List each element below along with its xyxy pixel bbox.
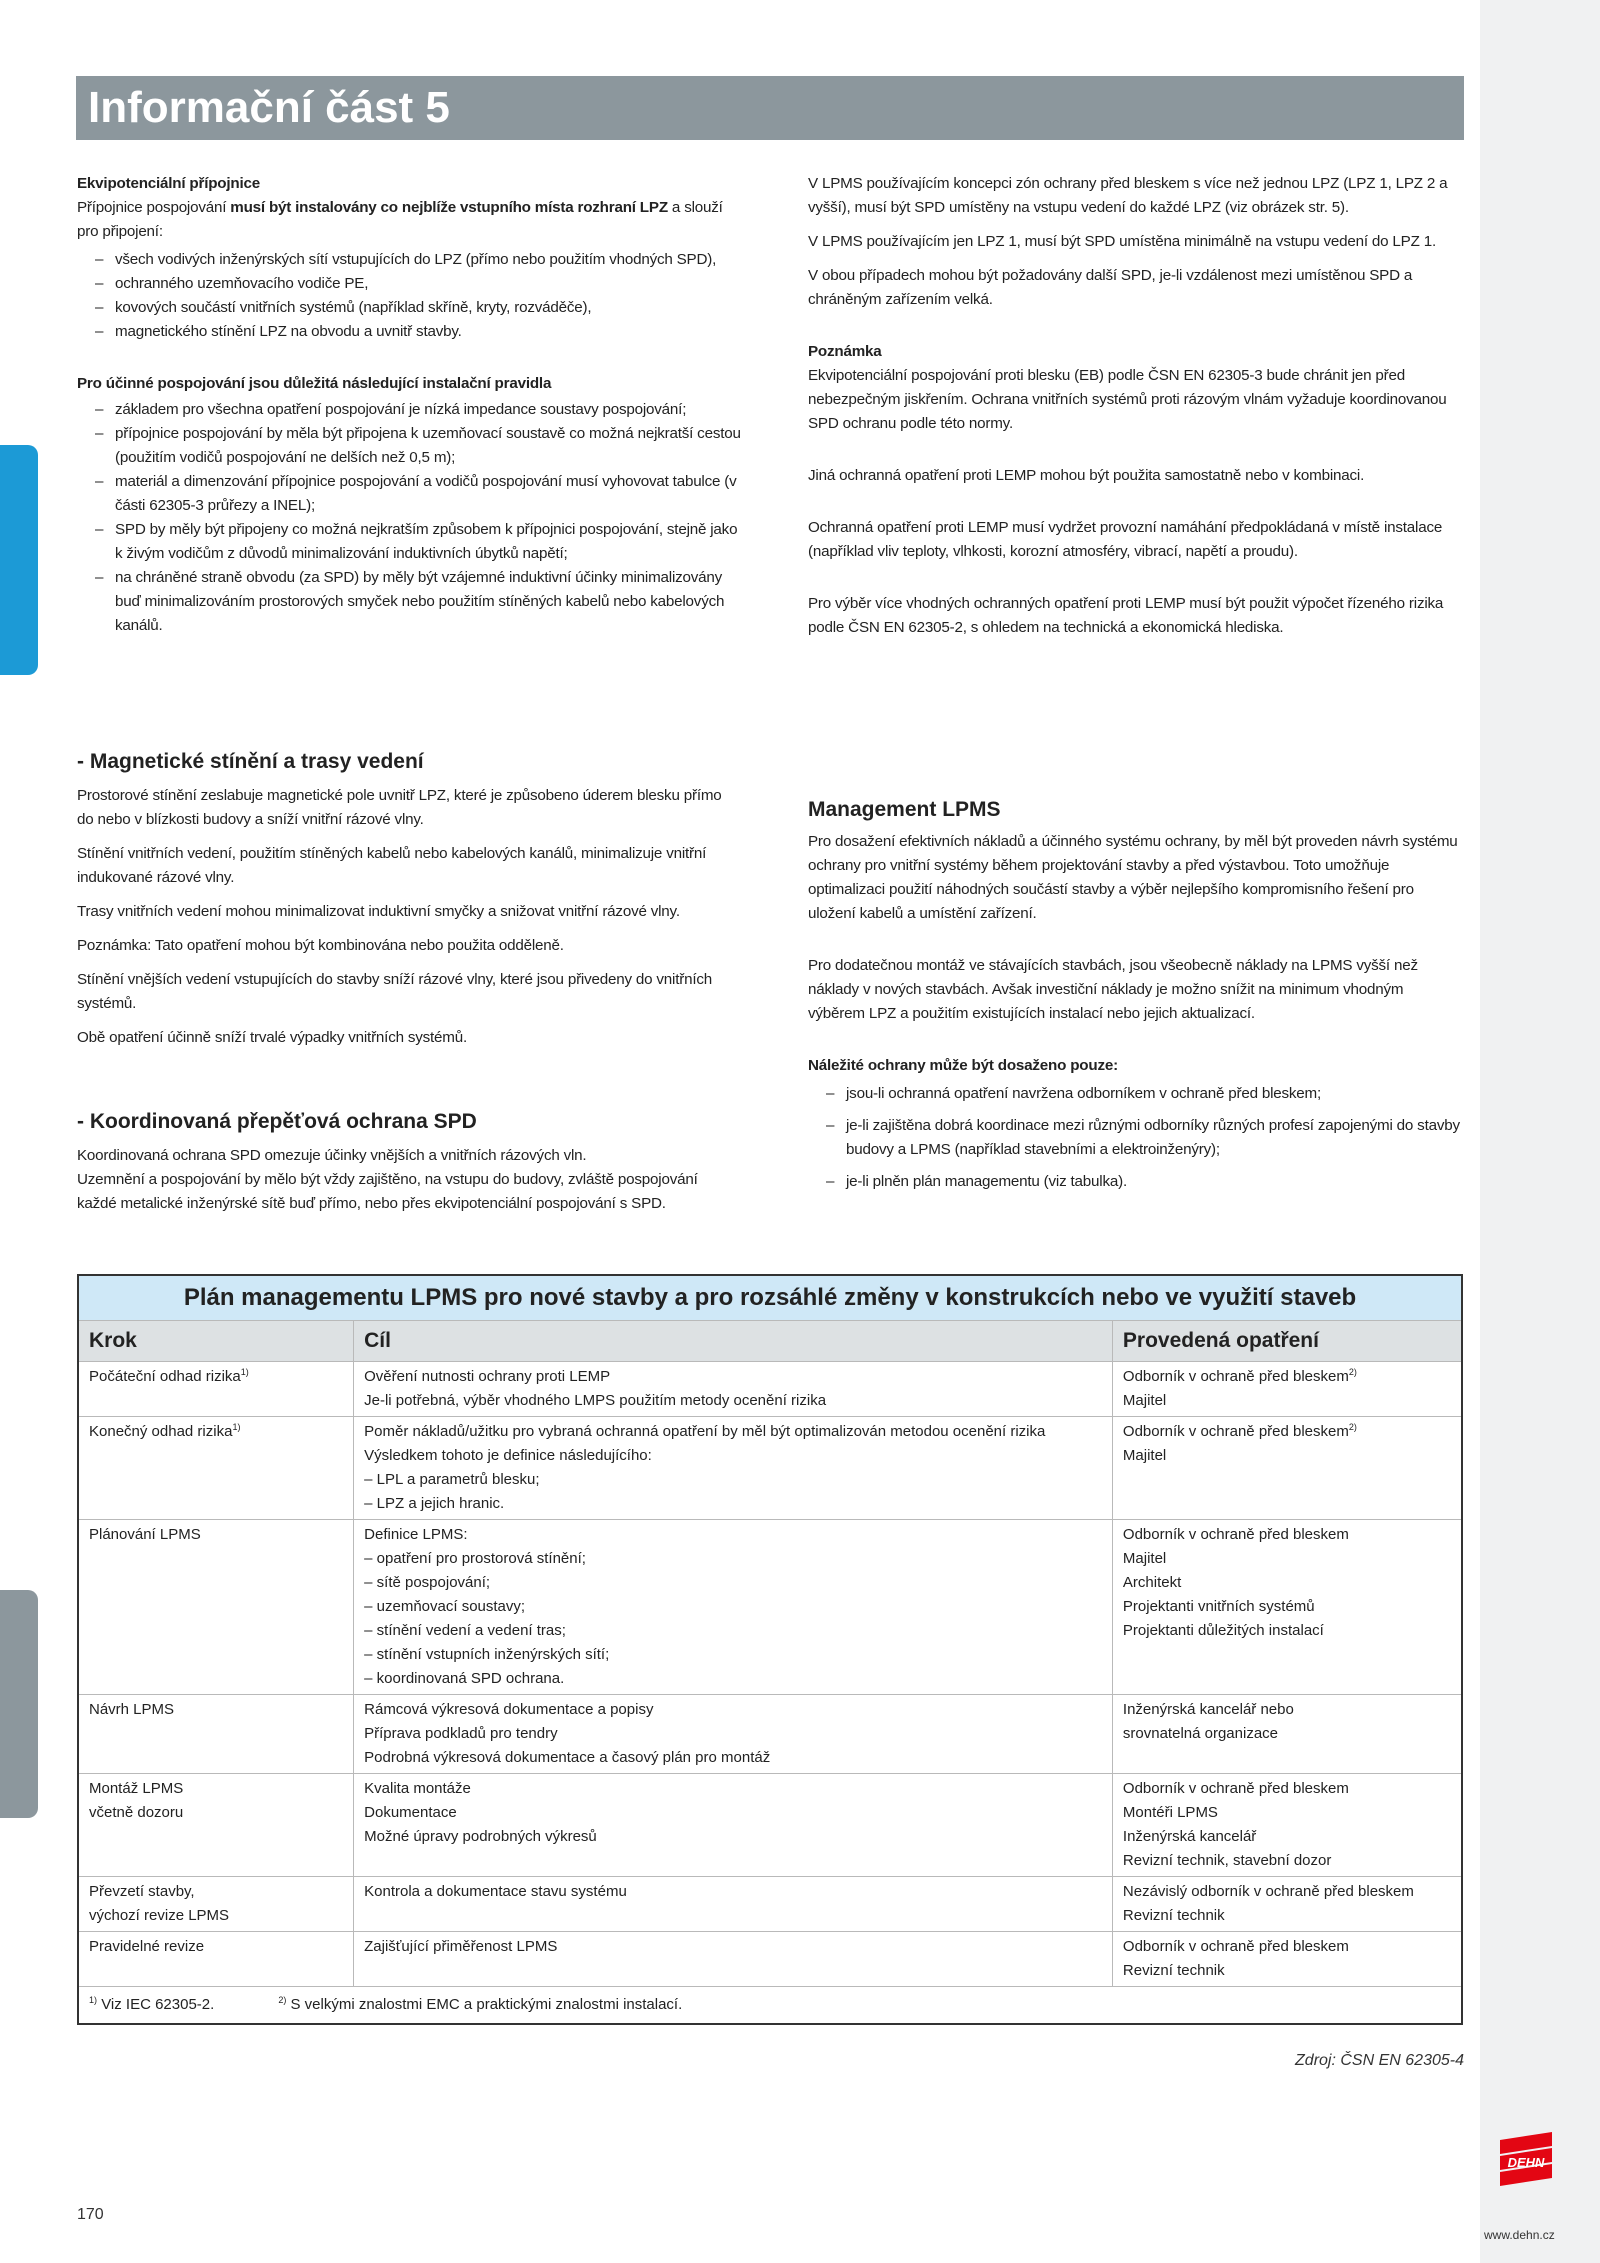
paragraph: V obou případech mohou být požadovány další SPD, je-li vzdálenost mezi umístěnou SPD a chráněným zařízením velká. xyxy=(808,267,1413,308)
list-item: – ochranného uzemňovacího vodiče PE, xyxy=(77,272,741,296)
cell-line: – sítě pospojování; xyxy=(364,1574,491,1591)
cell-goal xyxy=(354,1362,1113,1417)
equipotential-heading: Ekvipotenciální přípojnice xyxy=(77,175,260,192)
cell-line: Inženýrská kancelář xyxy=(1122,1828,1257,1845)
cell-line: Možné úpravy podrobných výkresů xyxy=(364,1828,597,1845)
paragraph: Pro výběr více vhodných ochranných opatření proti LEMP musí být použit výpočet řízeného rizika podle ČSN EN 62305-2, s ohledem na technická a ekonomická hlediska. xyxy=(808,595,1444,636)
cell-line: Rámcová výkresová dokumentace a popisy xyxy=(364,1701,654,1718)
table-header-row xyxy=(78,1321,1462,1362)
management-list-heading: Náležité ochrany může být dosaženo pouze: xyxy=(808,1057,1118,1074)
footnote-2: S velkými znalostmi EMC a praktickými znalostmi instalací. xyxy=(290,1996,683,2013)
cell-line: Montéři LPMS xyxy=(1122,1804,1218,1821)
cell-line: Odborník v ochraně před bleskem xyxy=(1122,1526,1349,1543)
column-header-measures: Provedená opatření xyxy=(1112,1321,1462,1362)
cell-step xyxy=(78,1774,354,1877)
cell-line: Konečný odhad rizika$^{1)}$ xyxy=(89,1422,241,1440)
cell-line: Podrobná výkresová dokumentace a časový plán pro montáž xyxy=(364,1749,771,1766)
cell-line: Revizní technik xyxy=(1122,1907,1225,1924)
table-row xyxy=(78,1774,1462,1877)
paragraph: Pro dosažení efektivních nákladů a účinného systému ochrany, by měl být proveden návrh systému ochrany pro vnitřní systémy během projektování stavby a před výstavbou. Toto umožňuje optimalizaci použití náhodných součástí stavby a výběr nejlepšího kompromisního řešení pro uložení kabelů a umístění zařízení. xyxy=(808,833,1458,922)
table-row xyxy=(78,1932,1462,1987)
cell-step xyxy=(78,1695,354,1774)
coordinated-section xyxy=(77,1144,741,1216)
cell-line: Příprava podkladů pro tendry xyxy=(364,1725,558,1742)
paragraph: Koordinovaná ochrana SPD omezuje účinky vnějších a vnitřních rázových vln. xyxy=(77,1147,587,1164)
cell-line: srovnatelná organizace xyxy=(1122,1725,1279,1742)
cell-line: – opatření pro prostorová stínění; xyxy=(364,1550,586,1567)
paragraph: Poznámka: Tato opatření mohou být kombinována nebo použita odděleně. xyxy=(77,937,564,954)
cell-measures xyxy=(1112,1774,1462,1877)
cell-step xyxy=(78,1362,354,1417)
cell-line: Počáteční odhad rizika$^{1)}$ xyxy=(89,1367,249,1385)
note-heading: Poznámka xyxy=(808,343,882,360)
page-number: 170 xyxy=(77,2206,104,2223)
cell-line: Revizní technik, stavební dozor xyxy=(1122,1852,1332,1869)
footnote-mark: 2) xyxy=(1348,1422,1357,1432)
footnote-mark: 2) xyxy=(278,1995,287,2005)
cell-goal xyxy=(354,1932,1113,1987)
list-item: – je-li plněn plán managementu (viz tabulka). xyxy=(808,1170,1464,1194)
cell-measures xyxy=(1112,1362,1462,1417)
table-footnote-row xyxy=(78,1987,1462,2025)
equipotential-intro: Přípojnice pospojování musí být instalovány co nejblíže vstupního místa rozhraní LPZ a slouží pro připojení: xyxy=(77,199,723,240)
cell-line: Návrh LPMS xyxy=(89,1701,175,1718)
footnote-mark: 2) xyxy=(1348,1367,1357,1377)
cell-line: – koordinovaná SPD ochrana. xyxy=(364,1670,565,1687)
table-row xyxy=(78,1417,1462,1520)
cell-goal xyxy=(354,1695,1113,1774)
section-tab-blue xyxy=(0,445,38,675)
magnetic-heading: - Magnetické stínění a trasy vedení xyxy=(77,750,424,773)
management-section xyxy=(808,830,1464,1194)
dehn-logo xyxy=(1496,2132,1556,2190)
paragraph: Ochranná opatření proti LEMP musí vydržet provozní namáhání předpokládaná v místě instalace (například vliv teploty, vlhkosti, korozní atmosféry, vibrací, napětí a proudu). xyxy=(808,519,1443,560)
cell-step xyxy=(78,1932,354,1987)
list-item: – přípojnice pospojování by měla být připojena k uzemňovací soustavě co možná nejkratší cestou (použitím vodičů pospojování ne delších než 0,5 m); xyxy=(77,422,741,470)
footnote-mark: 1) xyxy=(232,1422,241,1432)
cell-line: Plánování LPMS xyxy=(89,1526,201,1543)
cell-line: Poměr nákladů/užitku pro vybraná ochranná opatření by měl být optimalizován metodou ocenění rizika xyxy=(364,1423,1046,1440)
cell-line: Nezávislý odborník v ochraně před bleskem xyxy=(1122,1883,1414,1900)
note-text: Ekvipotenciální pospojování proti blesku (EB) podle ČSN EN 62305-3 bude chránit jen před nebezpečným jiskřením. Ochrana vnitřních systémů proti rázovým vlnám vyžaduje koordinovanou SPD ochranu podle této normy. xyxy=(808,367,1447,432)
paragraph: Stínění vnějších vedení vstupujících do stavby sníží rázové vlny, které jsou přivedeny do vnitřních systémů. xyxy=(77,971,713,1012)
cell-line: Inženýrská kancelář nebo xyxy=(1122,1701,1294,1718)
paragraph: Jiná ochranná opatření proti LEMP mohou být použita samostatně nebo v kombinaci. xyxy=(808,467,1365,484)
cell-line: včetně dozoru xyxy=(89,1804,184,1821)
column-header-step: Krok xyxy=(78,1321,354,1362)
paragraph: Prostorové stínění zeslabuje magnetické pole uvnitř LPZ, které je způsobeno úderem blesku přímo do nebo v blízkosti budovy a sníží vnitřní rázové vlny. xyxy=(77,787,722,828)
source-note: Zdroj: ČSN EN 62305-4 xyxy=(1295,2052,1464,2069)
cell-line: Architekt xyxy=(1122,1574,1182,1591)
list-item: – základem pro všechna opatření pospojování je nízká impedance soustavy pospojování; xyxy=(77,398,741,422)
paragraph: Trasy vnitřních vedení mohou minimalizovat induktivní smyčky a snižovat vnitřní rázové vlny. xyxy=(77,903,680,920)
cell-line: Kvalita montáže xyxy=(364,1780,471,1797)
cell-line: Projektanti vnitřních systémů xyxy=(1122,1598,1315,1615)
table-row xyxy=(78,1362,1462,1417)
cell-step xyxy=(78,1877,354,1932)
cell-line: Kontrola a dokumentace stavu systému xyxy=(364,1883,627,1900)
rules-heading: Pro účinné pospojování jsou důležitá následující instalační pravidla xyxy=(77,375,552,392)
paragraph: V LPMS používajícím jen LPZ 1, musí být SPD umístěna minimálně na vstupu vedení do LPZ 1. xyxy=(808,233,1436,250)
cell-goal xyxy=(354,1774,1113,1877)
paragraph: Stínění vnitřních vedení, použitím stíněných kabelů nebo kabelových kanálů, minimalizuje vnitřní indukované rázové vlny. xyxy=(77,845,707,886)
list-item: – na chráněné straně obvodu (za SPD) by měly být vzájemné induktivní účinky minimalizovány buď minimalizováním prostorových smyček nebo použitím stíněných kabelů nebo kabelových kanálů. xyxy=(77,566,741,638)
cell-line: Odborník v ochraně před bleskem xyxy=(1122,1938,1349,1955)
table-row xyxy=(78,1695,1462,1774)
cell-step xyxy=(78,1417,354,1520)
lpms-spd-section xyxy=(808,172,1464,640)
cell-step xyxy=(78,1520,354,1695)
list-item: – SPD by měly být připojeny co možná nejkratším způsobem k přípojnici pospojování, stejně jako k živým vodičům z důvodů minimalizování induktivních úbytků napětí; xyxy=(77,518,741,566)
cell-measures xyxy=(1112,1932,1462,1987)
coordinated-heading: - Koordinovaná přepěťová ochrana SPD xyxy=(77,1110,477,1133)
cell-line: Revizní technik xyxy=(1122,1962,1225,1979)
cell-line: Pravidelné revize xyxy=(89,1938,205,1955)
cell-line: Ověření nutnosti ochrany proti LEMP xyxy=(364,1368,611,1385)
logo-text: DEHN xyxy=(1507,2155,1545,2170)
cell-line: Odborník v ochraně před bleskem xyxy=(1122,1780,1349,1797)
cell-line: – LPL a parametrů blesku; xyxy=(364,1471,540,1488)
equipotential-section xyxy=(77,172,741,638)
list-item: – je-li zajištěna dobrá koordinace mezi různými odborníky různých profesí zapojenými do stavby budovy a LPMS (například stavebními a elektroinženýry); xyxy=(808,1114,1464,1162)
management-heading: Management LPMS xyxy=(808,798,1001,821)
cell-goal xyxy=(354,1520,1113,1695)
connection-list xyxy=(77,248,741,344)
list-item: – materiál a dimenzování přípojnice pospojování a vodičů pospojování musí vyhovovat tabulce (v části 62305-3 průřezy a INEL); xyxy=(77,470,741,518)
cell-measures xyxy=(1112,1695,1462,1774)
cell-line: Majitel xyxy=(1122,1550,1167,1567)
cell-line: Projektanti důležitých instalací xyxy=(1122,1622,1324,1639)
footnote-1: Viz IEC 62305-2. xyxy=(101,1996,215,2013)
cell-line: Převzetí stavby, xyxy=(89,1883,195,1900)
cell-line: Montáž LPMS xyxy=(89,1780,184,1797)
cell-line: Je-li potřebná, výběr vhodného LMPS použitím metody ocenění rizika xyxy=(364,1392,827,1409)
table-title-row xyxy=(78,1275,1462,1321)
column-header-goal: Cíl xyxy=(354,1321,1113,1362)
cell-line: – stínění vedení a vedení tras; xyxy=(364,1622,566,1639)
cell-line: Majitel xyxy=(1122,1447,1167,1464)
cell-goal xyxy=(354,1417,1113,1520)
section-tab-grey xyxy=(0,1590,38,1818)
cell-line: – uzemňovací soustavy; xyxy=(364,1598,526,1615)
table-row xyxy=(78,1877,1462,1932)
cell-line: výchozí revize LPMS xyxy=(89,1907,230,1924)
rules-list xyxy=(77,398,741,638)
cell-line: Definice LPMS: xyxy=(364,1526,468,1543)
list-item: – magnetického stínění LPZ na obvodu a uvnitř stavby. xyxy=(77,320,741,344)
cell-line: Odborník v ochraně před bleskem$^{2)}$ xyxy=(1122,1367,1357,1385)
page-title: Informační část 5 xyxy=(88,83,450,132)
cell-measures xyxy=(1112,1520,1462,1695)
list-item: – kovových součástí vnitřních systémů (například skříně, kryty, rozváděče), xyxy=(77,296,741,320)
cell-line: Majitel xyxy=(1122,1392,1167,1409)
paragraph: V LPMS používajícím koncepci zón ochrany před bleskem s více než jednou LPZ (LPZ 1, LPZ 2 a vyšší), musí být SPD umístěny na vstupu vedení do každé LPZ (viz obrázek str. 5). xyxy=(808,175,1448,216)
list-item: – jsou-li ochranná opatření navržena odborníkem v ochraně před bleskem; xyxy=(808,1082,1464,1106)
paragraph: Uzemnění a pospojování by mělo být vždy zajištěno, na vstupu do budovy, zvláště pospojování každé metalické inženýrské sítě buď přímo, nebo přes ekvipotenciální pospojování s SPD. xyxy=(77,1171,698,1212)
magnetic-section xyxy=(77,784,741,1050)
cell-measures xyxy=(1112,1877,1462,1932)
cell-line: Odborník v ochraně před bleskem$^{2)}$ xyxy=(1122,1422,1357,1440)
cell-line: – LPZ a jejich hranic. xyxy=(364,1495,505,1512)
paragraph: Pro dodatečnou montáž ve stávajících stavbách, jsou všeobecně náklady na LPMS vyšší než náklady v nových stavbách. Avšak investiční náklady je možno snížit na minimum vhodným výběrem LPZ a použitím existujících instalací nebo jejich aktualizací. xyxy=(808,957,1418,1022)
cell-line: Zajišťující přiměřenost LPMS xyxy=(364,1938,558,1955)
website-url: www.dehn.cz xyxy=(1484,2228,1555,2242)
table-title: Plán managementu LPMS pro nové stavby a pro rozsáhlé změny v konstrukcích nebo ve využití staveb xyxy=(78,1275,1462,1321)
management-plan-table xyxy=(77,1274,1463,2025)
management-list xyxy=(808,1082,1464,1194)
table-footnotes xyxy=(78,1987,1462,2025)
right-margin-strip xyxy=(1480,0,1600,2263)
footnote-mark: 1) xyxy=(240,1367,249,1377)
list-item: – všech vodivých inženýrských sítí vstupujících do LPZ (přímo nebo použitím vhodných SPD), xyxy=(77,248,741,272)
paragraph: Obě opatření účinně sníží trvalé výpadky vnitřních systémů. xyxy=(77,1029,468,1046)
cell-line: Dokumentace xyxy=(364,1804,457,1821)
cell-goal xyxy=(354,1877,1113,1932)
cell-measures xyxy=(1112,1417,1462,1520)
cell-line: Výsledkem tohoto je definice následujícího: xyxy=(364,1447,652,1464)
table-row xyxy=(78,1520,1462,1695)
cell-line: – stínění vstupních inženýrských sítí; xyxy=(364,1646,610,1663)
title-bar xyxy=(76,76,1464,140)
footnote-mark: 1) xyxy=(89,1995,98,2005)
